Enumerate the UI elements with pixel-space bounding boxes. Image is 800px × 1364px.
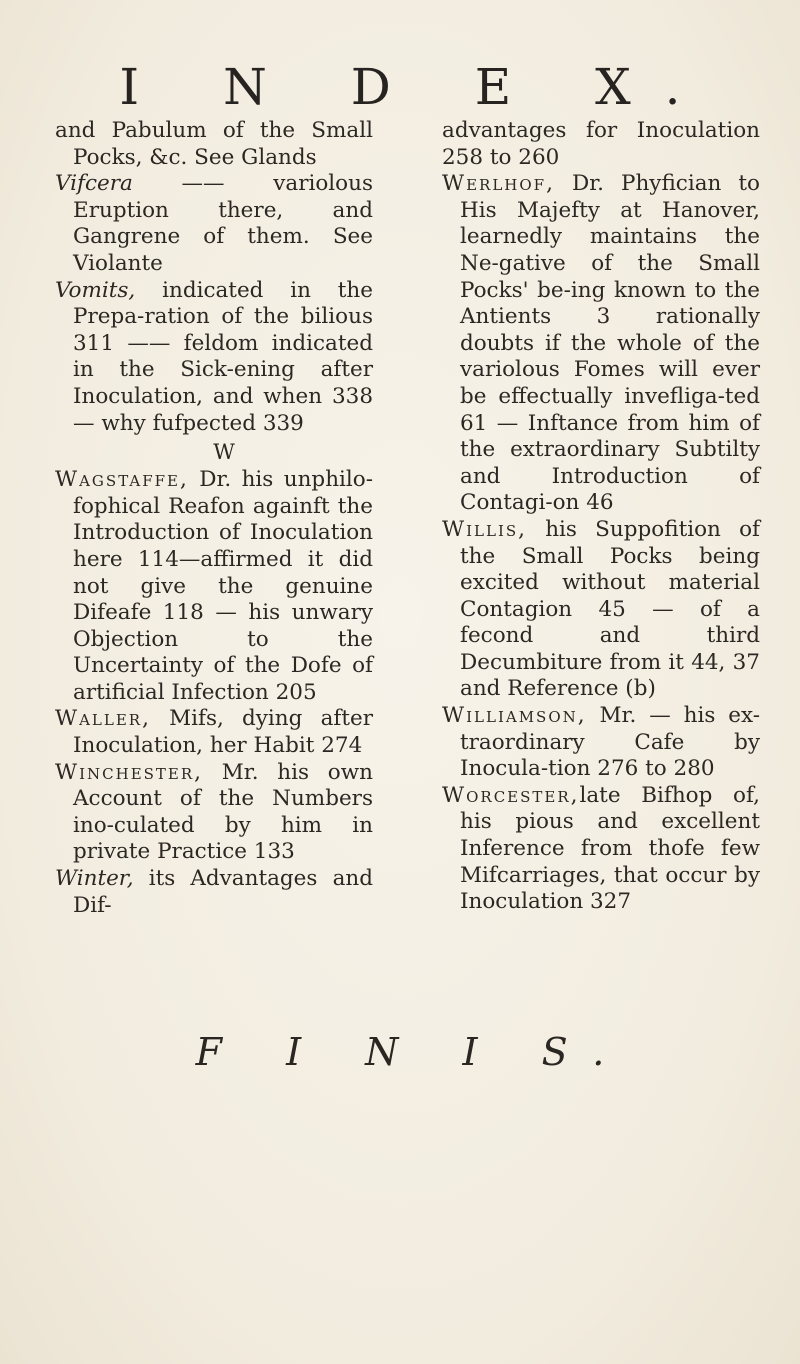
running-head: I N D E X. [119,58,715,116]
entry-head: Waller, [55,706,151,732]
entry-head: Worcester, [442,782,580,808]
entry-head: Werlhof, [442,171,555,197]
entry-head: Wagstaffe, [55,467,189,493]
entry-text: its Advantages and Dif- [73,866,373,918]
entry-text: —— variolous Eruption there, and Gangrene of them. See Violante [73,171,373,276]
index-entry [55,866,373,919]
entry-text: indicated in the Prepa-ration of the bilious 311 —— feldom indicated in the Sick-ening after Inoculation, and when 338 — why fufpected 339 [73,277,373,436]
index-entry [55,760,373,866]
index-entry [442,171,760,517]
index-entry [442,517,760,703]
entry-text: Mr. — his ex-traordinary Cafe by Inocula-tion 276 to 280 [460,703,760,782]
index-entry [55,278,373,438]
index-entry [442,703,760,783]
entry-text: Mr. his own Account of the Numbers ino-culated by him in private Practice 133 [73,759,373,865]
entry-head: Vifcera [55,171,133,197]
index-column-right [442,118,760,916]
index-entry [442,783,760,916]
entry-head: Winter, [55,866,134,892]
entry-text: Dr. Phyfician to His Majefty at Hanover, learnedly maintains the Ne-gative of the Small Pocks' be-ing known to the Antients 3 rationally doubts if the whole of the variolous Fomes will ever be effectually invefliga-ted 61 — Inftance from him of the extraordinary Subtilty and Introduction of Contagi-on 46 [460,171,760,516]
index-entry [442,118,760,171]
entry-head: Winchester, [55,759,204,785]
entry-text: of the Small Pocks, &c. See Glands [73,118,373,170]
entry-text: late Bifhop of, his pious and excellent Inference from thofe few Mifcarriages, that occur by Inoculation 327 [460,782,760,915]
index-entry [55,706,373,759]
entry-text: advantages for Inoculation 258 to 260 [442,118,760,170]
entry-head: Vomits, [55,277,136,303]
finis: F I N I S. [195,1030,631,1074]
index-column-left [55,118,373,919]
index-entry [55,118,373,171]
entry-text: Dr. his unphilo-fophical Reafon againft the Introduction of Inoculation here 114—affirmed it did not give the genuine Difeafe 118 — his unwary Objection to the Uncertainty of the Dofe of artificial Infection 205 [73,467,373,705]
entry-text: Mifs, dying after Inoculation, her Habit 274 [73,706,373,759]
index-entry [55,467,373,706]
entry-head: and Pabulum [55,118,207,143]
section-letter: W [213,440,235,465]
entry-text: his Suppofition of the Small Pocks being excited without material Contagion 45 — of a fecond and third Decumbiture from it 44, 37 and Reference (b) [460,516,760,702]
index-entry [55,171,373,277]
entry-head: Willis, [442,516,527,542]
entry-head: Williamson, [442,703,587,729]
